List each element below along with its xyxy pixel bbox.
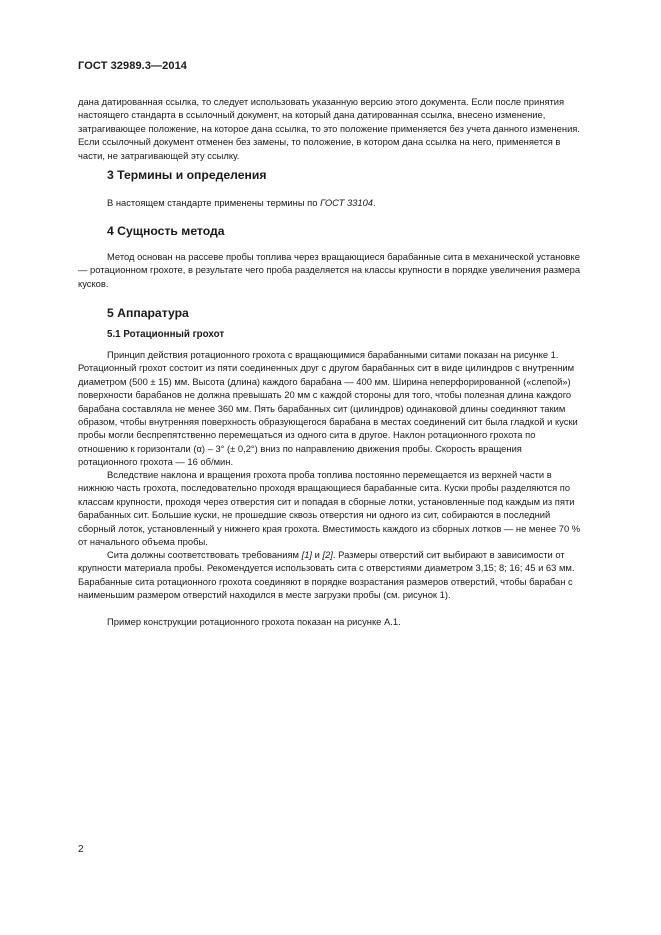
section-3-text-end: . [373,197,376,208]
section-3-title: 3 Термины и определения [107,168,267,182]
reference-1: [1] [301,549,313,560]
section-3-paragraph [78,196,582,209]
section-5-title: 5 Аппаратура [107,306,189,320]
section-5-paragraph-3 [78,548,582,602]
p3-text-c: . Размеры отверстий сит выбирают в зависимости от крупности материала пробы. Рекомендуется использовать сита с отверстиями диаметром 3,15; 8; 16; 45 и 63 мм. Барабанные сита ротационного грохота соединяют в порядке возрастания размеров отверстий, чтобы барабан с наименьшим размером отверстий находился в месте загрузки пробы (см. рисунок 1). [78,549,575,601]
section-3-text: В настоящем стандарте применены термины по [107,197,321,208]
document-header: ГОСТ 32989.3—2014 [78,60,188,72]
section-4-title: 4 Сущность метода [107,224,225,238]
page-number: 2 [78,844,84,855]
section-4-paragraph: Метод основан на рассеве пробы топлива через вращающиеся барабанные сита в механической установке — ротационном грохоте, в результате чего проба разделяется на классы крупности в порядке увеличения размера кусков. [78,251,581,289]
section-5-paragraph-1: Принцип действия ротационного грохота с вращающимися барабанными ситами показан на рисунке 1. Ротационный грохот состоит из пяти соединенных друг с другом барабанных сит в виде цилиндров с внутренним диаметром (500 ± 15) мм. Высота (длина) каждого барабана — 400 мм. Ширина неперфорированной («слепой») поверхности барабанов не должна превышать 20 мм с каждой стороны для того, чтобы полезная длина каждого барабана составляла не менее 360 мм. Пять барабанных сит (цилиндров) одинаковой длины соединяют таким образом, чтобы внутренняя поверхность образующегося барабана в местах соединений сит была гладкой и куски пробы могли беспрепятственно перемещаться из одного сита в другое. Наклон ротационного грохота по отношению к горизонтали (α) – 3° (± 0,2°) вниз по направлению движения пробы. Скорость вращения ротационного грохота — 16 об/мин. [78,349,578,468]
subsection-5-1-title: 5.1 Ротационный грохот [107,329,225,340]
section-5-paragraph-2: Вследствие наклона и вращения грохота проба топлива постоянно перемещается из верхней части в нижнюю часть грохота, последовательно проходя вращающиеся барабанные сита. Куски пробы разделяются по классам крупности, проходя через отверстия сит и попадая в сборные лотки, установленные под каждым из пяти барабанных сит. Большие куски, не прошедшие сквозь отверстия ни одного из сит, собираются в последний сборный лоток, установленный у нижнего края грохота. Вместимость каждого из сборных лотков — не менее 70 % от начального объема пробы. [78,469,581,548]
section-5-paragraph-4: Пример конструкции ротационного грохота показан на рисунке А.1. [107,616,401,627]
p3-text-b: и [312,549,323,560]
reference-2: [2] [322,549,333,560]
p3-text-a: Сита должны соответствовать требованиям [107,549,302,560]
gost-reference-link: ГОСТ 33104 [320,197,374,208]
intro-paragraph: дана датированная ссылка, то следует использовать указанную версию этого документа. Если после принятия настоящего стандарта в ссылочный документ, на который дана датированная ссылка, внесено изменение, затрагивающее положение, на которое дана ссылка, то это положение применяется без учета данного изменения. Если ссылочный документ отменен без замены, то положение, в котором дана ссылка на него, применяется в части, не затрагивающей эту ссылку. [78,96,580,161]
